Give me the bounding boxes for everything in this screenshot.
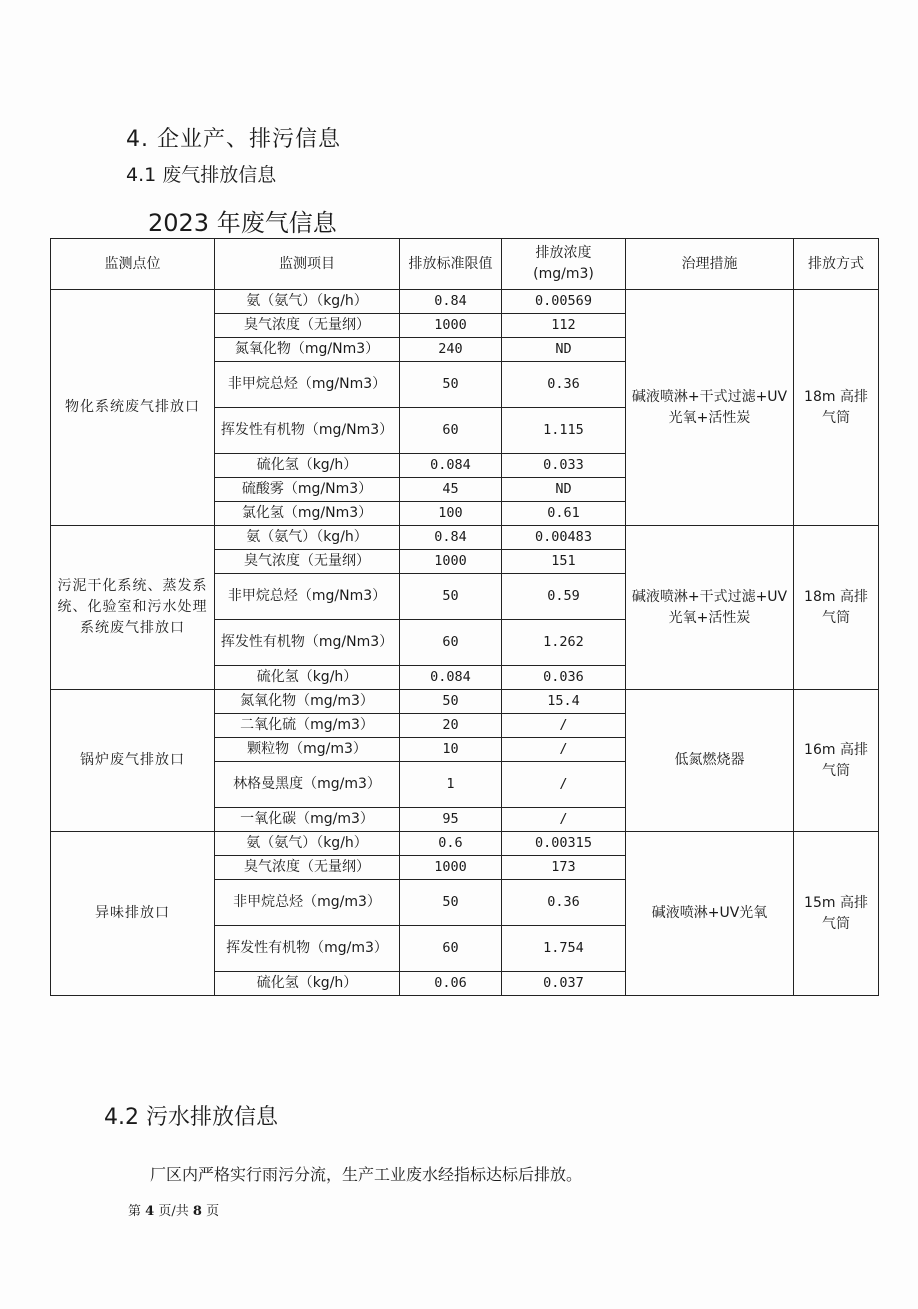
- standard-limit-cell: 50: [400, 880, 502, 926]
- concentration-cell: ND: [502, 478, 626, 502]
- monitoring-point-cell: 锅炉废气排放口: [51, 690, 215, 832]
- standard-limit-cell: 100: [400, 502, 502, 526]
- concentration-cell: 0.59: [502, 574, 626, 620]
- monitoring-item-cell: 硫化氢（kg/h）: [215, 666, 400, 690]
- monitoring-item-cell: 氮氧化物（mg/m3）: [215, 690, 400, 714]
- concentration-cell: 0.00569: [502, 290, 626, 314]
- table-title: 2023 年废气信息: [148, 209, 337, 237]
- concentration-cell: 1.262: [502, 620, 626, 666]
- monitoring-item-cell: 硫化氢（kg/h）: [215, 454, 400, 478]
- header-monitoring-item: 监测项目: [215, 239, 400, 290]
- standard-limit-cell: 0.06: [400, 972, 502, 996]
- table-row: [51, 526, 879, 550]
- concentration-cell: 0.00483: [502, 526, 626, 550]
- standard-limit-cell: 50: [400, 574, 502, 620]
- concentration-cell: 173: [502, 856, 626, 880]
- concentration-cell: /: [502, 808, 626, 832]
- standard-limit-cell: 60: [400, 620, 502, 666]
- header-discharge-method: 排放方式: [794, 239, 879, 290]
- monitoring-item-cell: 林格曼黑度（mg/m3）: [215, 762, 400, 808]
- concentration-cell: 1.754: [502, 926, 626, 972]
- section-heading: 4. 企业产、排污信息: [126, 127, 341, 152]
- concentration-cell: /: [502, 762, 626, 808]
- monitoring-item-cell: 挥发性有机物（mg/m3）: [215, 926, 400, 972]
- concentration-cell: 15.4: [502, 690, 626, 714]
- monitoring-item-cell: 硫化氢（kg/h）: [215, 972, 400, 996]
- monitoring-point-cell: 异味排放口: [51, 832, 215, 996]
- monitoring-item-cell: 硫酸雾（mg/Nm3）: [215, 478, 400, 502]
- monitoring-item-cell: 臭气浓度（无量纲）: [215, 856, 400, 880]
- header-standard-limit: 排放标准限值: [400, 239, 502, 290]
- table-row: [51, 832, 879, 856]
- monitoring-item-cell: 非甲烷总烃（mg/Nm3）: [215, 362, 400, 408]
- header-concentration: 排放浓度(mg/m3): [502, 239, 626, 290]
- monitoring-item-cell: 氨（氨气）（kg/h）: [215, 832, 400, 856]
- standard-limit-cell: 1000: [400, 856, 502, 880]
- concentration-cell: 0.36: [502, 880, 626, 926]
- standard-limit-cell: 10: [400, 738, 502, 762]
- concentration-cell: 0.00315: [502, 832, 626, 856]
- treatment-cell: 碱液喷淋+干式过滤+UV光氧+活性炭: [626, 290, 794, 526]
- header-monitoring-point: 监测点位: [51, 239, 215, 290]
- monitoring-item-cell: 臭气浓度（无量纲）: [215, 550, 400, 574]
- monitoring-item-cell: 氨（氨气）（kg/h）: [215, 526, 400, 550]
- concentration-cell: 151: [502, 550, 626, 574]
- concentration-cell: 0.61: [502, 502, 626, 526]
- standard-limit-cell: 0.84: [400, 526, 502, 550]
- header-treatment: 治理措施: [626, 239, 794, 290]
- treatment-cell: 碱液喷淋+UV光氧: [626, 832, 794, 996]
- standard-limit-cell: 50: [400, 362, 502, 408]
- standard-limit-cell: 1: [400, 762, 502, 808]
- treatment-cell: 低氮燃烧器: [626, 690, 794, 832]
- standard-limit-cell: 20: [400, 714, 502, 738]
- standard-limit-cell: 0.084: [400, 454, 502, 478]
- discharge-method-cell: 15m 高排气筒: [794, 832, 879, 996]
- monitoring-item-cell: 挥发性有机物（mg/Nm3）: [215, 408, 400, 454]
- standard-limit-cell: 240: [400, 338, 502, 362]
- standard-limit-cell: 0.084: [400, 666, 502, 690]
- discharge-method-cell: 18m 高排气筒: [794, 290, 879, 526]
- standard-limit-cell: 60: [400, 408, 502, 454]
- standard-limit-cell: 95: [400, 808, 502, 832]
- monitoring-item-cell: 氨（氨气）（kg/h）: [215, 290, 400, 314]
- table-header-row: [51, 239, 879, 290]
- concentration-cell: ND: [502, 338, 626, 362]
- subsection-heading-water: 4.2 污水排放信息: [104, 1105, 278, 1130]
- page-footer: 第 4 页/共 8 页: [128, 1204, 220, 1219]
- treatment-cell: 碱液喷淋+干式过滤+UV光氧+活性炭: [626, 526, 794, 690]
- concentration-cell: /: [502, 738, 626, 762]
- standard-limit-cell: 45: [400, 478, 502, 502]
- concentration-cell: 0.037: [502, 972, 626, 996]
- table-row: [51, 690, 879, 714]
- monitoring-item-cell: 一氧化碳（mg/m3）: [215, 808, 400, 832]
- monitoring-item-cell: 颗粒物（mg/m3）: [215, 738, 400, 762]
- monitoring-item-cell: 非甲烷总烃（mg/m3）: [215, 880, 400, 926]
- monitoring-item-cell: 臭气浓度（无量纲）: [215, 314, 400, 338]
- monitoring-item-cell: 二氧化硫（mg/m3）: [215, 714, 400, 738]
- emission-table: [50, 238, 879, 996]
- concentration-cell: 112: [502, 314, 626, 338]
- standard-limit-cell: 1000: [400, 550, 502, 574]
- concentration-cell: 0.033: [502, 454, 626, 478]
- wastewater-paragraph: 厂区内严格实行雨污分流，生产工业废水经指标达标后排放。: [150, 1165, 583, 1184]
- monitoring-item-cell: 挥发性有机物（mg/Nm3）: [215, 620, 400, 666]
- monitoring-item-cell: 氮氧化物（mg/Nm3）: [215, 338, 400, 362]
- concentration-cell: /: [502, 714, 626, 738]
- monitoring-point-cell: 污泥干化系统、蒸发系统、化验室和污水处理系统废气排放口: [51, 526, 215, 690]
- standard-limit-cell: 60: [400, 926, 502, 972]
- concentration-cell: 1.115: [502, 408, 626, 454]
- discharge-method-cell: 16m 高排气筒: [794, 690, 879, 832]
- standard-limit-cell: 0.84: [400, 290, 502, 314]
- table-row: [51, 290, 879, 314]
- concentration-cell: 0.036: [502, 666, 626, 690]
- standard-limit-cell: 50: [400, 690, 502, 714]
- monitoring-item-cell: 氯化氢（mg/Nm3）: [215, 502, 400, 526]
- discharge-method-cell: 18m 高排气筒: [794, 526, 879, 690]
- monitoring-point-cell: 物化系统废气排放口: [51, 290, 215, 526]
- concentration-cell: 0.36: [502, 362, 626, 408]
- standard-limit-cell: 1000: [400, 314, 502, 338]
- monitoring-item-cell: 非甲烷总烃（mg/Nm3）: [215, 574, 400, 620]
- standard-limit-cell: 0.6: [400, 832, 502, 856]
- subsection-heading-gas: 4.1 废气排放信息: [126, 164, 277, 186]
